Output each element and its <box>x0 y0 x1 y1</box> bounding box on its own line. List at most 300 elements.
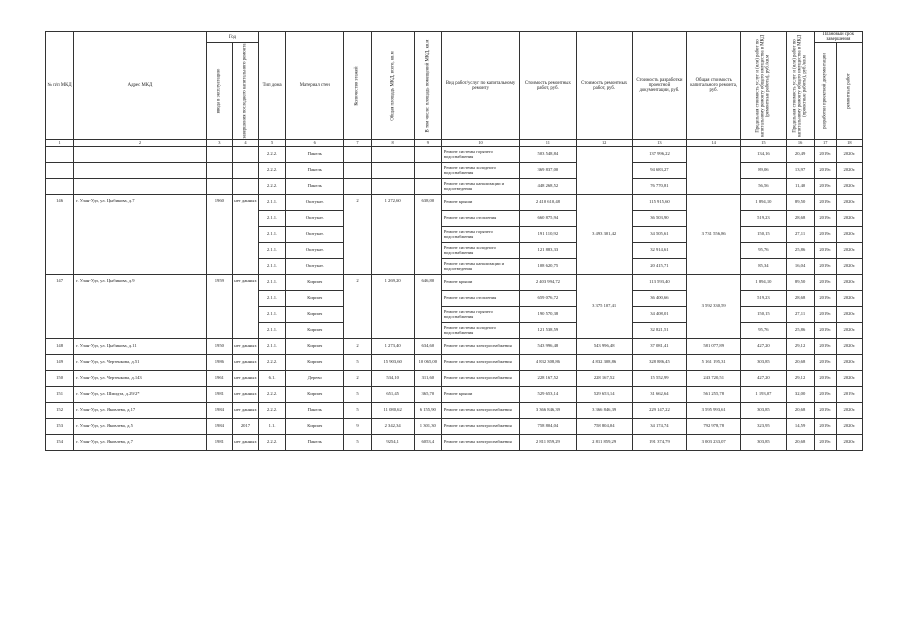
row-term-design: 2019г. <box>814 387 836 403</box>
row-design-cost: 229 147,22 <box>632 403 686 419</box>
row-max-cost-design: 89,50 <box>786 275 814 291</box>
header-term-design: разработки проектной документации <box>814 43 836 140</box>
row-max-cost-unit: 150,15 <box>741 307 786 323</box>
row-wall-material: Кирпич <box>286 275 344 291</box>
row-work-type: Ремонт крыши <box>441 195 519 211</box>
row-term-design: 2019г. <box>814 371 836 387</box>
row-address: г. Улан-Удэ, ул. Яковлева, д.17 <box>74 403 207 419</box>
table-row <box>46 355 863 371</box>
row-house-type: 2.1.1. <box>259 275 286 291</box>
row-house-type: 2.1.1. <box>259 291 286 307</box>
row-house-type: 2.2.2. <box>259 403 286 419</box>
row-address: г. Улан-Удэ, ул. Чертенкова, д.51 <box>74 355 207 371</box>
row-design-cost: 76 770,81 <box>632 179 686 195</box>
row-address: г. Улан-Удэ, ул. Чертенкова, д.143 <box>74 371 207 387</box>
col-number: 1 <box>46 140 74 147</box>
row-repair-cost: 369 837,00 <box>520 163 576 179</box>
col-number: 8 <box>371 140 414 147</box>
row-total-cost: 5 161 195,31 <box>687 355 741 371</box>
row-floors: 2 <box>344 195 371 275</box>
row-max-cost-unit: 323,95 <box>741 419 786 435</box>
row-work-type: Ремонт системы канализации и водоотведения <box>441 259 519 275</box>
row-house-type: 2.1.1. <box>259 339 286 355</box>
row-work-type: Ремонт системы электроснабжения <box>441 419 519 435</box>
header-work-type: Вид работ/услуг по капитальному ремонту <box>441 32 519 140</box>
row-repair-cost: 228 167,52 <box>520 371 576 387</box>
row-house-type: 2.1.1. <box>259 323 286 339</box>
col-number: 16 <box>786 140 814 147</box>
row-year-renov: нет данных <box>232 435 258 451</box>
header-year-renov: завершения последнего капитального ремонта <box>232 43 258 140</box>
row-year-built: 1961 <box>206 371 232 387</box>
row-term-repair: 2019г. <box>836 387 862 403</box>
row-wall-material: Панель <box>286 179 344 195</box>
col-number: 10 <box>441 140 519 147</box>
row-year-built: 1984 <box>206 403 232 419</box>
row-repair-cost: 121 538,59 <box>520 323 576 339</box>
row-term-design: 2019г. <box>814 163 836 179</box>
row-wall-material: Оштукат. <box>286 259 344 275</box>
row-work-type: Ремонт системы электроснабжения <box>441 339 519 355</box>
header-total-cost: Общая стоимость капитального ремонта, руб. <box>687 32 741 140</box>
col-number: 17 <box>814 140 836 147</box>
row-wall-material: Кирпич <box>286 339 344 355</box>
row-floors: 5 <box>344 435 371 451</box>
row-year-renov: нет данных <box>232 195 258 275</box>
row-repair-cost: 543 996,48 <box>520 339 576 355</box>
table-row <box>46 435 863 451</box>
col-number: 14 <box>687 140 741 147</box>
row-repair-cost: 659 076,72 <box>520 291 576 307</box>
row-house-type: 6.1. <box>259 371 286 387</box>
row-year-built: 1986 <box>206 355 232 371</box>
row-premises-area: 365,70 <box>414 387 441 403</box>
row-repair-cost-2: 4 832 308,86 <box>576 355 632 371</box>
row-term-design: 2019г. <box>814 211 836 227</box>
row-floors: 5 <box>344 403 371 419</box>
row-address: г. Улан-Удэ, ул. Цыбикова, д.7 <box>74 195 207 275</box>
row-term-design: 2019г. <box>814 147 836 163</box>
row-address: г. Улан-Удэ, ул. Яковлева, д.7 <box>74 435 207 451</box>
row-term-repair: 2020г. <box>836 163 862 179</box>
header-floors: Количество этажей <box>344 32 371 140</box>
header-year-group: Год <box>206 32 258 43</box>
row-repair-cost-2: 543 996,48 <box>576 339 632 355</box>
row-design-cost: 31 662,64 <box>632 387 686 403</box>
row-year-built: 1950 <box>206 339 232 355</box>
document-sheet <box>45 31 863 451</box>
row-max-cost-unit: 1 894,10 <box>741 275 786 291</box>
row-max-cost-design: 28,68 <box>786 211 814 227</box>
row-repair-cost: 529 653,14 <box>520 387 576 403</box>
row-design-cost: 32 914,61 <box>632 243 686 259</box>
row-house-type: 1.1. <box>259 419 286 435</box>
col-number: 2 <box>74 140 207 147</box>
row-total-cost: 3 595 993,61 <box>687 403 741 419</box>
row-max-cost-design: 11,40 <box>786 179 814 195</box>
row-year-renov: нет данных <box>232 275 258 339</box>
row-term-repair: 2020г. <box>836 291 862 307</box>
row-year-built <box>206 147 232 163</box>
row-repair-cost: 2 410 610,48 <box>520 195 576 211</box>
row-work-type: Ремонт крыши <box>441 387 519 403</box>
row-max-cost-unit: 303,85 <box>741 403 786 419</box>
row-premises-area: 311,60 <box>414 371 441 387</box>
col-number: 12 <box>576 140 632 147</box>
row-term-design: 2019г. <box>814 291 836 307</box>
row-total-cost: 3 003 233,07 <box>687 435 741 451</box>
row-max-cost-design: 20,68 <box>786 355 814 371</box>
row-year-renov: нет данных <box>232 339 258 355</box>
col-number: 11 <box>520 140 576 147</box>
row-premises-area <box>414 163 441 179</box>
row-floors: 2 <box>344 339 371 355</box>
row-no: 152 <box>46 403 74 419</box>
row-wall-material: Дерево <box>286 371 344 387</box>
row-max-cost-unit: 427,20 <box>741 339 786 355</box>
row-premises-area: 6 155,90 <box>414 403 441 419</box>
row-max-cost-design: 14,59 <box>786 419 814 435</box>
row-design-cost: 191 374,79 <box>632 435 686 451</box>
row-max-cost-unit: 303,85 <box>741 435 786 451</box>
row-floors: 2 <box>344 371 371 387</box>
row-design-cost: 34 174,74 <box>632 419 686 435</box>
col-number: 5 <box>259 140 286 147</box>
row-repair-cost-2: 3 366 846,39 <box>576 403 632 419</box>
row-max-cost-unit: 427,20 <box>741 371 786 387</box>
row-work-type: Ремонт системы горячего водоснабжения <box>441 307 519 323</box>
row-no: 154 <box>46 435 74 451</box>
row-repair-cost-2: 2 811 859,29 <box>576 435 632 451</box>
row-work-type: Ремонт системы электроснабжения <box>441 403 519 419</box>
row-term-repair: 2020г. <box>836 339 862 355</box>
row-house-type: 2.2.2. <box>259 147 286 163</box>
row-work-type: Ремонт системы горячего водоснабжения <box>441 147 519 163</box>
header-address: Адрес МКД <box>74 32 207 140</box>
row-term-design: 2019г. <box>814 435 836 451</box>
col-number: 15 <box>741 140 786 147</box>
row-address: г. Улан-Удэ, ул. Шмидта, д.29/2* <box>74 387 207 403</box>
row-total-cost: 3 592 330,59 <box>687 275 741 339</box>
row-total-area: 15 903,60 <box>371 355 414 371</box>
row-max-cost-unit: 56,56 <box>741 179 786 195</box>
row-year-renov <box>232 163 258 179</box>
row-term-repair: 2020г. <box>836 179 862 195</box>
row-repair-cost: 503 548,84 <box>520 147 576 163</box>
row-year-built: 1959 <box>206 275 232 339</box>
row-work-type: Ремонт крыши <box>441 275 519 291</box>
header-design-cost: Стоимость разработки проектной документации, руб. <box>632 32 686 140</box>
row-floors <box>344 179 371 195</box>
row-design-cost: 37 081,41 <box>632 339 686 355</box>
row-max-cost-design: 20,49 <box>786 147 814 163</box>
row-total-cost: 581 077,89 <box>687 339 741 355</box>
row-wall-material: Оштукат. <box>286 227 344 243</box>
row-total-area: 11 080,62 <box>371 403 414 419</box>
row-term-repair: 2020г. <box>836 419 862 435</box>
table-row <box>46 371 863 387</box>
row-max-cost-unit: 95,76 <box>741 243 786 259</box>
row-design-cost: 36 400,66 <box>632 291 686 307</box>
row-total-area: 1 269,20 <box>371 275 414 339</box>
row-design-cost: 34 408,01 <box>632 307 686 323</box>
header-repair-cost-2: Стоимость ремонтных работ, руб. <box>576 32 632 140</box>
row-total-cost: 792 978,78 <box>687 419 741 435</box>
row-max-cost-design: 29,12 <box>786 371 814 387</box>
header-wall-material: Материал стен <box>286 32 344 140</box>
row-no <box>46 163 74 179</box>
row-term-design: 2019г. <box>814 307 836 323</box>
row-total-cost: 561 255,78 <box>687 387 741 403</box>
row-max-cost-unit: 1 193,07 <box>741 387 786 403</box>
row-year-renov: нет данных <box>232 355 258 371</box>
row-no: 148 <box>46 339 74 355</box>
row-design-cost: 94 683,27 <box>632 163 686 179</box>
row-wall-material: Кирпич <box>286 419 344 435</box>
col-number: 7 <box>344 140 371 147</box>
row-max-cost-design: 89,50 <box>786 195 814 211</box>
row-max-cost-unit: 150,15 <box>741 227 786 243</box>
row-total-area <box>371 163 414 179</box>
row-max-cost-unit: 519,23 <box>741 291 786 307</box>
table-row <box>46 339 863 355</box>
row-max-cost-design: 32,00 <box>786 387 814 403</box>
header-year-built: ввода в эксплуатацию <box>206 43 232 140</box>
header-max-cost-unit: Предельная стоимость услуг и (или) работ по капитальному ремонту общего имущества в МКД (ремонтные работы), руб./кв.м <box>741 32 786 140</box>
row-design-cost: 34 505,61 <box>632 227 686 243</box>
row-total-area: 534,10 <box>371 371 414 387</box>
row-max-cost-design: 28,68 <box>786 291 814 307</box>
row-wall-material: Оштукат. <box>286 195 344 211</box>
row-total-area: 1 273,40 <box>371 339 414 355</box>
row-max-cost-unit: 134,16 <box>741 147 786 163</box>
header-term-repair: ремонтных работ <box>836 43 862 140</box>
row-repair-cost-2: 3 493 301,42 <box>576 195 632 275</box>
row-total-area: 9254,1 <box>371 435 414 451</box>
row-term-repair: 2020г. <box>836 323 862 339</box>
row-work-type: Ремонт системы холодного водоснабжения <box>441 243 519 259</box>
row-term-design: 2019г. <box>814 243 836 259</box>
row-year-built: 1984 <box>206 419 232 435</box>
row-repair-cost: 448 268,52 <box>520 179 576 195</box>
row-house-type: 2.2.2. <box>259 163 286 179</box>
row-total-cost <box>687 147 741 195</box>
row-work-type: Ремонт системы канализации и водоотведения <box>441 179 519 195</box>
row-max-cost-unit: 303,85 <box>741 355 786 371</box>
row-wall-material: Панель <box>286 163 344 179</box>
row-term-design: 2019г. <box>814 403 836 419</box>
table-row <box>46 403 863 419</box>
row-design-cost: 137 996,22 <box>632 147 686 163</box>
row-max-cost-design: 27,11 <box>786 307 814 323</box>
row-term-design: 2019г. <box>814 227 836 243</box>
header-no: № п/п МКД <box>46 32 74 140</box>
row-wall-material: Кирпич <box>286 355 344 371</box>
row-year-renov: 2017 <box>232 419 258 435</box>
row-max-cost-design: 16,04 <box>786 259 814 275</box>
table-body <box>46 147 863 451</box>
row-wall-material: Оштукат. <box>286 243 344 259</box>
row-work-type: Ремонт системы электроснабжения <box>441 371 519 387</box>
table-row <box>46 195 863 211</box>
row-term-repair: 2020г. <box>836 307 862 323</box>
row-no <box>46 179 74 195</box>
row-house-type: 2.2.2. <box>259 179 286 195</box>
row-repair-cost: 108 620,75 <box>520 259 576 275</box>
row-premises-area: 10 065,00 <box>414 355 441 371</box>
header-repair-cost: Стоимость ремонтных работ, руб. <box>520 32 576 140</box>
row-floors <box>344 147 371 163</box>
row-term-design: 2019г. <box>814 339 836 355</box>
row-floors: 9 <box>344 419 371 435</box>
row-year-renov: нет данных <box>232 371 258 387</box>
col-number: 4 <box>232 140 258 147</box>
row-address <box>74 179 207 195</box>
row-wall-material: Кирпич <box>286 323 344 339</box>
row-total-cost: 3 731 556,86 <box>687 195 741 275</box>
row-work-type: Ремонт системы горячего водоснабжения <box>441 227 519 243</box>
header-total-area: Общая площадь МКД, всего, кв.м <box>371 32 414 140</box>
row-no: 147 <box>46 275 74 339</box>
row-term-repair: 2020г. <box>836 259 862 275</box>
table-row <box>46 387 863 403</box>
row-wall-material: Панель <box>286 435 344 451</box>
row-house-type: 2.1.1. <box>259 307 286 323</box>
row-total-area <box>371 147 414 163</box>
row-house-type: 2.1.1. <box>259 211 286 227</box>
table-row <box>46 419 863 435</box>
row-total-area <box>371 179 414 195</box>
row-premises-area <box>414 179 441 195</box>
row-premises-area: 638,00 <box>414 195 441 275</box>
row-total-area: 2 342,34 <box>371 419 414 435</box>
row-max-cost-design: 29,12 <box>786 339 814 355</box>
row-max-cost-design: 13,97 <box>786 163 814 179</box>
row-term-design: 2019г. <box>814 275 836 291</box>
row-premises-area: 1 301,30 <box>414 419 441 435</box>
row-no: 151 <box>46 387 74 403</box>
row-max-cost-unit: 519,23 <box>741 211 786 227</box>
row-repair-cost: 121 883,33 <box>520 243 576 259</box>
table-row <box>46 147 863 163</box>
row-repair-cost: 660 875,94 <box>520 211 576 227</box>
row-term-repair: 2020г. <box>836 435 862 451</box>
row-max-cost-unit: 85,34 <box>741 259 786 275</box>
row-year-built <box>206 163 232 179</box>
row-address: г. Улан-Удэ, ул. Цыбикова, д.11 <box>74 339 207 355</box>
capital-repair-table <box>45 31 863 451</box>
row-year-built <box>206 179 232 195</box>
row-no <box>46 147 74 163</box>
row-wall-material: Панель <box>286 403 344 419</box>
row-term-repair: 2020г. <box>836 227 862 243</box>
row-wall-material: Оштукат. <box>286 211 344 227</box>
row-house-type: 2.2.2. <box>259 355 286 371</box>
row-wall-material: Кирпич <box>286 307 344 323</box>
table-header <box>46 32 863 147</box>
row-year-renov: нет данных <box>232 387 258 403</box>
row-term-repair: 2020г. <box>836 243 862 259</box>
row-repair-cost-2 <box>576 147 632 195</box>
header-term-group: Плановый срок завершения <box>814 32 862 43</box>
row-term-repair: 2020г. <box>836 403 862 419</box>
row-floors: 2 <box>344 275 371 339</box>
row-no: 149 <box>46 355 74 371</box>
row-address <box>74 147 207 163</box>
row-work-type: Ремонт системы холодного водоснабжения <box>441 323 519 339</box>
row-no: 150 <box>46 371 74 387</box>
row-term-design: 2019г. <box>814 323 836 339</box>
row-design-cost: 20 415,71 <box>632 259 686 275</box>
row-design-cost: 32 821,51 <box>632 323 686 339</box>
row-term-design: 2019г. <box>814 419 836 435</box>
row-total-area: 651,45 <box>371 387 414 403</box>
row-max-cost-design: 20,68 <box>786 403 814 419</box>
row-repair-cost: 4 832 308,86 <box>520 355 576 371</box>
row-house-type: 2.2.2. <box>259 387 286 403</box>
row-wall-material: Кирпич <box>286 291 344 307</box>
row-term-design: 2019г. <box>814 355 836 371</box>
row-repair-cost: 2 403 994,72 <box>520 275 576 291</box>
row-address: г. Улан-Удэ, ул. Цыбикова, д.9 <box>74 275 207 339</box>
row-repair-cost: 191 110,92 <box>520 227 576 243</box>
row-repair-cost-2: 529 653,14 <box>576 387 632 403</box>
row-max-cost-unit: 1 894,10 <box>741 195 786 211</box>
row-year-built: 1981 <box>206 387 232 403</box>
row-repair-cost: 758 804,04 <box>520 419 576 435</box>
row-year-renov <box>232 147 258 163</box>
row-repair-cost-2: 758 804,04 <box>576 419 632 435</box>
row-house-type: 2.1.1. <box>259 227 286 243</box>
row-premises-area: 6053,4 <box>414 435 441 451</box>
row-premises-area: 646,80 <box>414 275 441 339</box>
row-design-cost: 15 552,99 <box>632 371 686 387</box>
table-row <box>46 163 863 179</box>
row-no: 146 <box>46 195 74 275</box>
row-design-cost: 113 593,40 <box>632 275 686 291</box>
row-year-renov <box>232 179 258 195</box>
row-max-cost-design: 27,11 <box>786 227 814 243</box>
row-wall-material: Панель <box>286 147 344 163</box>
row-repair-cost: 190 570,38 <box>520 307 576 323</box>
row-work-type: Ремонт системы электроснабжения <box>441 355 519 371</box>
row-repair-cost-2: 3 375 107,41 <box>576 275 632 339</box>
col-number: 13 <box>632 140 686 147</box>
row-wall-material: Кирпич <box>286 387 344 403</box>
row-term-design: 2019г. <box>814 179 836 195</box>
row-address <box>74 163 207 179</box>
row-work-type: Ремонт системы электроснабжения <box>441 435 519 451</box>
row-max-cost-unit: 89,06 <box>741 163 786 179</box>
row-term-repair: 2020г. <box>836 211 862 227</box>
row-work-type: Ремонт системы холодного водоснабжения <box>441 163 519 179</box>
row-premises-area: 634,60 <box>414 339 441 355</box>
row-max-cost-design: 20,68 <box>786 435 814 451</box>
row-work-type: Ремонт системы отопления <box>441 211 519 227</box>
col-number: 18 <box>836 140 862 147</box>
row-term-design: 2019г. <box>814 195 836 211</box>
row-total-area: 1 272,60 <box>371 195 414 275</box>
col-number: 9 <box>414 140 441 147</box>
row-term-repair: 2020г. <box>836 355 862 371</box>
table-row <box>46 275 863 291</box>
row-term-repair: 2020г. <box>836 275 862 291</box>
row-work-type: Ремонт системы отопления <box>441 291 519 307</box>
col-number: 6 <box>286 140 344 147</box>
row-year-built: 1981 <box>206 435 232 451</box>
col-number: 3 <box>206 140 232 147</box>
row-house-type: 2.1.1. <box>259 195 286 211</box>
